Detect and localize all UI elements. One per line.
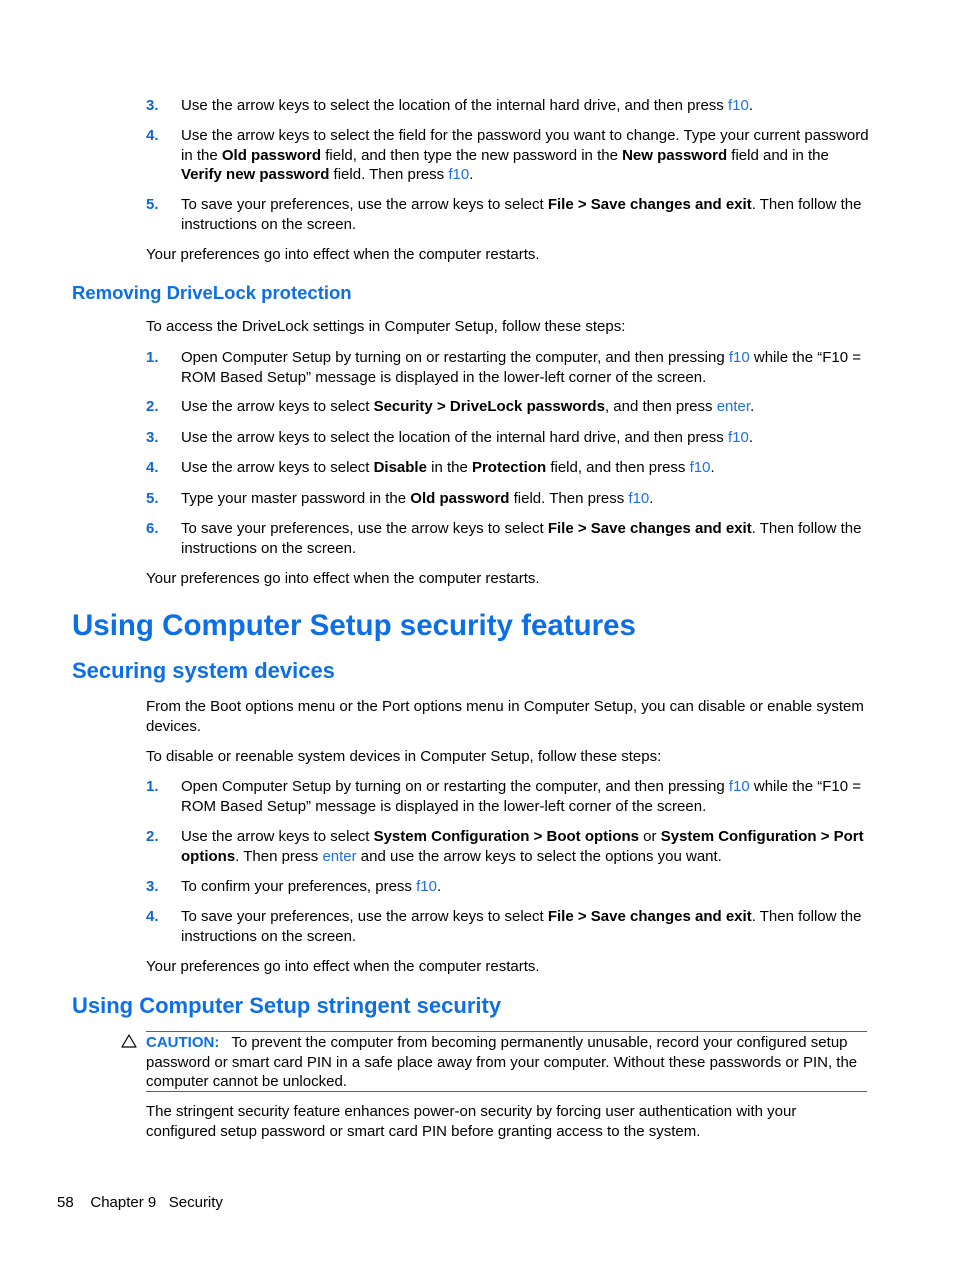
section-label: Security (168, 1194, 223, 1211)
intro-paragraph: To disable or reenable system devices in Computer Setup, follow these steps: (146, 748, 662, 765)
closing-paragraph: Your preferences go into effect when the computer restarts. (146, 246, 540, 263)
caution-box (146, 1033, 868, 1092)
section-heading: Removing DriveLock protection (72, 282, 352, 303)
intro-paragraph: To access the DriveLock settings in Computer Setup, follow these steps: (146, 318, 626, 335)
caution-label: CAUTION: (146, 1034, 220, 1051)
caution-text: To prevent the computer from becoming permanently unusable, record your configured setup password or smart card PIN in a safe place away from your computer. Without these passwords or PIN, the computer cannot be unlocked. (146, 1034, 858, 1090)
warning-triangle-icon (121, 1034, 137, 1048)
key-name: f10 (628, 490, 650, 507)
step-number: 5. (146, 196, 159, 213)
key-name: f10 (727, 429, 749, 446)
body-paragraph: The stringent security feature enhances power-on security by forcing user authentication with your configured setup password or smart card PIN before granting access to the system. (146, 1103, 797, 1140)
key-name: f10 (728, 349, 750, 366)
step-number: 5. (146, 490, 159, 507)
step-number: 3. (146, 878, 159, 895)
step-number: 1. (146, 778, 159, 795)
caution-top-rule (146, 1031, 867, 1032)
step-text: Use the arrow keys to select the field for the password you want to change. Type your current password in the Old password field, and then type the new password in the New password field and in the Verify new password field. Then press f10. (181, 127, 869, 183)
closing-paragraph: Your preferences go into effect when the computer restarts. (146, 570, 540, 587)
step-text: To save your preferences, use the arrow keys to select File > Save changes and exit. Then follow the instructions on the screen. (181, 520, 862, 557)
key-name: f10 (728, 778, 750, 795)
step-number: 4. (146, 127, 159, 144)
caution-bottom-rule (146, 1091, 867, 1092)
page-number: 58 (57, 1194, 74, 1211)
step-text: Use the arrow keys to select the location of the internal hard drive, and then press f10. (181, 429, 753, 446)
key-name: f10 (416, 878, 437, 895)
chapter-label: Chapter 9 (90, 1194, 157, 1211)
step-text: To confirm your preferences, press f10. (181, 878, 442, 895)
step-number: 3. (146, 429, 159, 446)
key-name: enter (322, 847, 357, 865)
section-heading: Securing system devices (72, 658, 335, 683)
key-name: f10 (448, 166, 470, 183)
page-title: Using Computer Setup security features (72, 609, 636, 642)
step-text: Use the arrow keys to select Disable in the Protection field, and then press f10. (181, 459, 715, 476)
page-footer (57, 1193, 223, 1213)
step-text: Use the arrow keys to select System Configuration > Boot options or System Configuration > Port options. Then press enter and use the arrow keys to select the options you want. (181, 828, 864, 865)
key-name: f10 (689, 459, 711, 476)
key-name: f10 (727, 97, 749, 114)
step-text: Open Computer Setup by turning on or restarting the computer, and then pressing f10 while the “F10 = ROM Based Setup” message is displayed in the lower-left corner of the screen. (181, 349, 861, 386)
step-number: 4. (146, 459, 159, 476)
step-text: Type your master password in the Old password field. Then press f10. (181, 490, 654, 507)
section-heading: Using Computer Setup stringent security (72, 993, 502, 1018)
step-number: 4. (146, 908, 159, 925)
key-name: enter (716, 398, 751, 415)
step-text: Use the arrow keys to select Security > DriveLock passwords, and then press enter. (181, 398, 755, 415)
step-text: To save your preferences, use the arrow keys to select File > Save changes and exit. Then follow the instructions on the screen. (181, 196, 862, 233)
step-number: 6. (146, 520, 159, 537)
step-text: To save your preferences, use the arrow keys to select File > Save changes and exit. Then follow the instructions on the screen. (181, 908, 862, 945)
step-number: 2. (146, 828, 159, 845)
step-text: Use the arrow keys to select the location of the internal hard drive, and then press f10. (181, 97, 753, 114)
step-number: 2. (146, 398, 159, 415)
step-number: 1. (146, 349, 159, 366)
step-text: Open Computer Setup by turning on or restarting the computer, and then pressing f10 while the “F10 = ROM Based Setup” message is displayed in the lower-left corner of the screen. (181, 778, 861, 815)
step-number: 3. (146, 97, 159, 114)
body-paragraph: From the Boot options menu or the Port options menu in Computer Setup, you can disable or enable system devices. (146, 698, 864, 735)
closing-paragraph: Your preferences go into effect when the computer restarts. (146, 958, 540, 975)
